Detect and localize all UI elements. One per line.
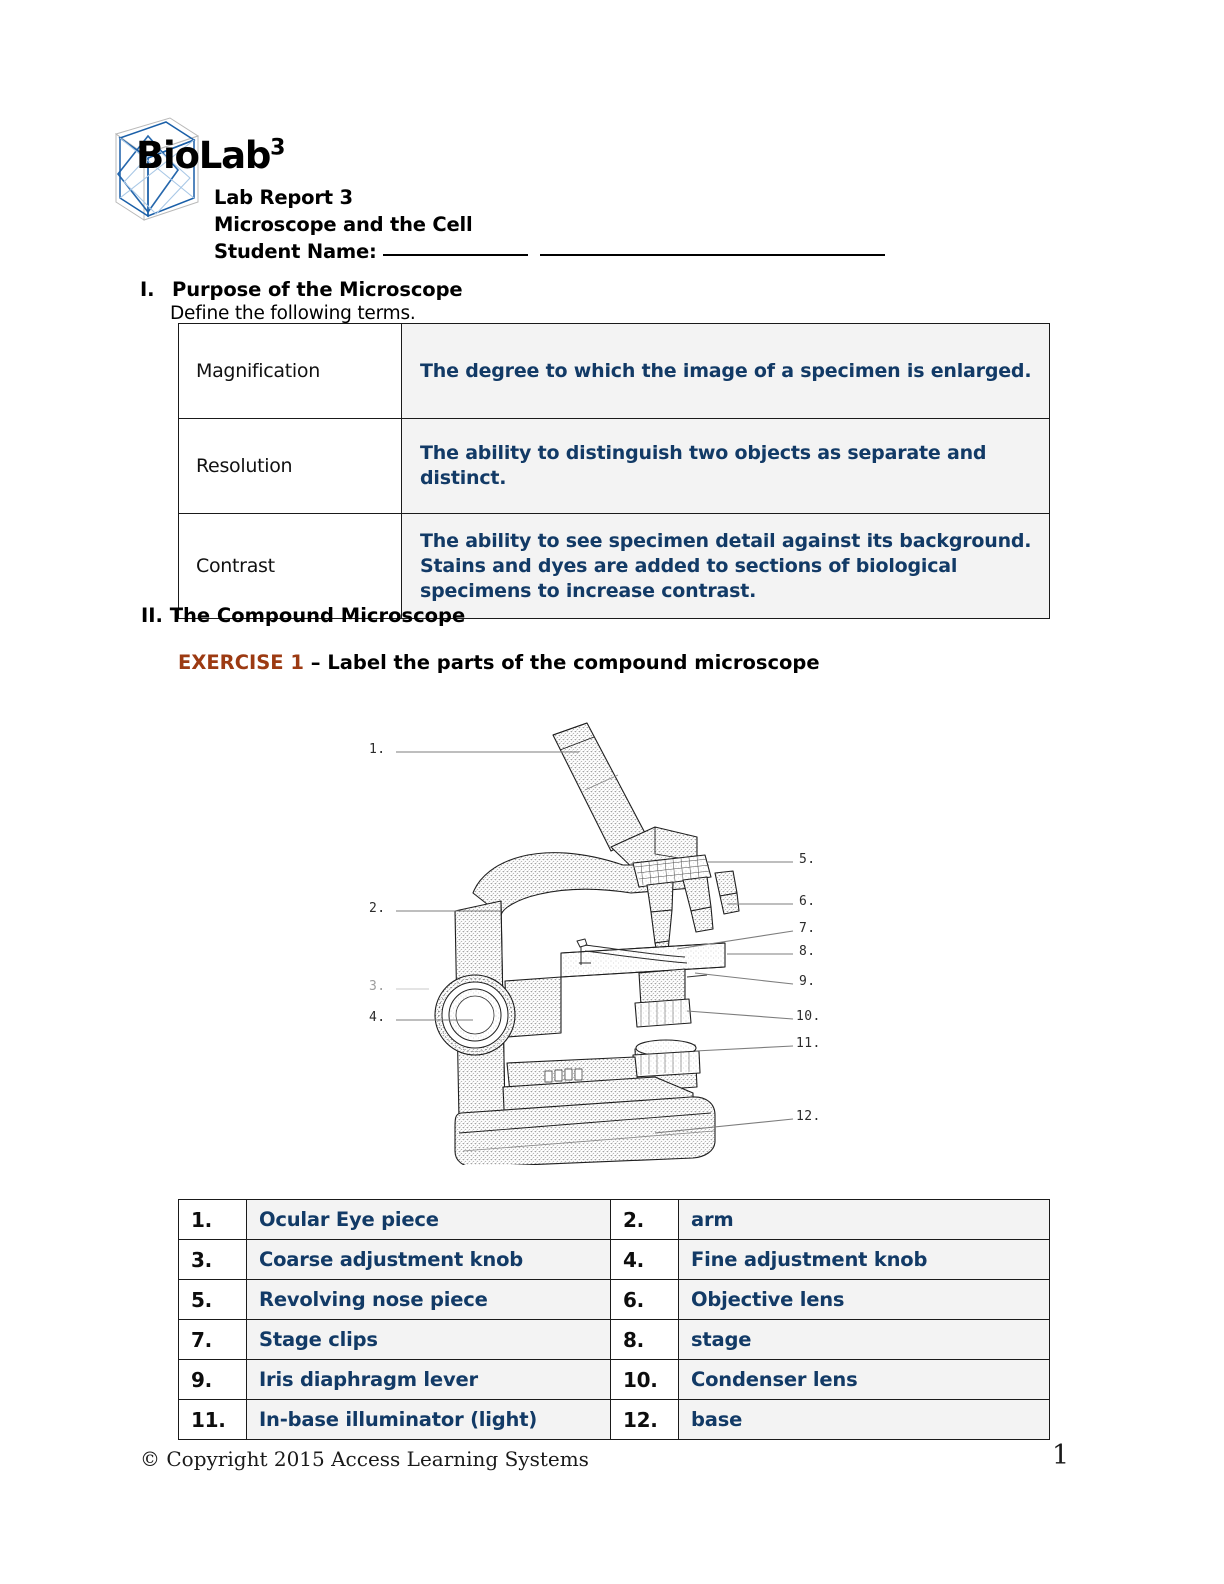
callout-number-8: 8. [799,944,816,959]
answer-number: 12. [611,1400,679,1440]
callout-number-9: 9. [799,974,816,989]
table-row [179,1200,1050,1240]
answer-number: 4. [611,1240,679,1280]
student-name-row [214,238,885,265]
table-row [179,1280,1050,1320]
definition-description[interactable]: The ability to distinguish two objects as separate and distinct. [402,419,1050,514]
section-one-heading [140,278,463,301]
table-row [179,514,1050,619]
table-row [179,324,1050,419]
callout-number-7: 7. [799,921,816,936]
answer-text[interactable]: Stage clips [247,1320,611,1360]
definition-description[interactable]: The ability to see specimen detail against its background. Stains and dyes are added to sections of biological specimens to increase contrast. [402,514,1050,619]
microscope-parts-answer-table [178,1199,1050,1440]
exercise-instruction: – Label the parts of the compound microscope [310,651,820,674]
callout-number-11: 11. [796,1036,821,1051]
callout-number-1: 1. [369,742,386,757]
exercise-one-heading [178,651,820,674]
answer-text[interactable]: Objective lens [679,1280,1050,1320]
table-row [179,1320,1050,1360]
definition-term: Resolution [179,419,402,514]
answer-text[interactable]: Revolving nose piece [247,1280,611,1320]
report-title: Lab Report 3 [214,186,353,209]
answer-text[interactable]: Iris diaphragm lever [247,1360,611,1400]
callout-number-2: 2. [369,901,386,916]
student-name-field-2[interactable] [540,254,885,256]
answer-number: 11. [179,1400,247,1440]
answer-number: 2. [611,1200,679,1240]
answer-number: 8. [611,1320,679,1360]
table-row [179,419,1050,514]
answer-number: 9. [179,1360,247,1400]
report-subtitle: Microscope and the Cell [214,213,473,236]
callout-number-6: 6. [799,894,816,909]
answer-text[interactable]: Coarse adjustment knob [247,1240,611,1280]
answer-number: 10. [611,1360,679,1400]
brand-superscript: 3 [270,135,285,161]
student-name-field-1[interactable] [383,254,528,256]
answer-text[interactable]: Fine adjustment knob [679,1240,1050,1280]
answer-number: 6. [611,1280,679,1320]
definition-description[interactable]: The degree to which the image of a specimen is enlarged. [402,324,1050,419]
section-one-title: Purpose of the Microscope [172,278,463,301]
answer-text[interactable]: In-base illuminator (light) [247,1400,611,1440]
answer-text[interactable]: base [679,1400,1050,1440]
section-one-instruction: Define the following terms. [170,303,416,324]
document-header [108,112,1008,262]
header-text-lines [214,184,885,265]
answer-text[interactable]: stage [679,1320,1050,1360]
answer-number: 5. [179,1280,247,1320]
callout-number-12: 12. [796,1109,821,1124]
brand-text: BioLab [136,134,271,177]
callout-number-4: 4. [369,1010,386,1025]
table-row [179,1240,1050,1280]
answer-text[interactable]: Ocular Eye piece [247,1200,611,1240]
student-name-label: Student Name: [214,240,377,263]
definition-term: Contrast [179,514,402,619]
answer-text[interactable]: arm [679,1200,1050,1240]
microscope-diagram [355,715,875,1165]
biolab-wordmark [136,134,284,177]
section-one-numeral: I. [140,278,155,301]
microscope-line-drawing-icon [355,715,875,1165]
footer-copyright: © Copyright 2015 Access Learning Systems [140,1447,589,1471]
definition-term: Magnification [179,324,402,419]
callout-number-5: 5. [799,852,816,867]
callout-number-3: 3. [369,979,386,994]
answer-number: 1. [179,1200,247,1240]
table-row [179,1400,1050,1440]
answer-number: 3. [179,1240,247,1280]
definitions-table [178,323,1050,619]
exercise-label: EXERCISE 1 [178,651,304,674]
callout-number-10: 10. [796,1009,821,1024]
answer-number: 7. [179,1320,247,1360]
table-row [179,1360,1050,1400]
page-number: 1 [1052,1440,1070,1471]
section-two-heading: II. The Compound Microscope [141,604,466,627]
answer-text[interactable]: Condenser lens [679,1360,1050,1400]
